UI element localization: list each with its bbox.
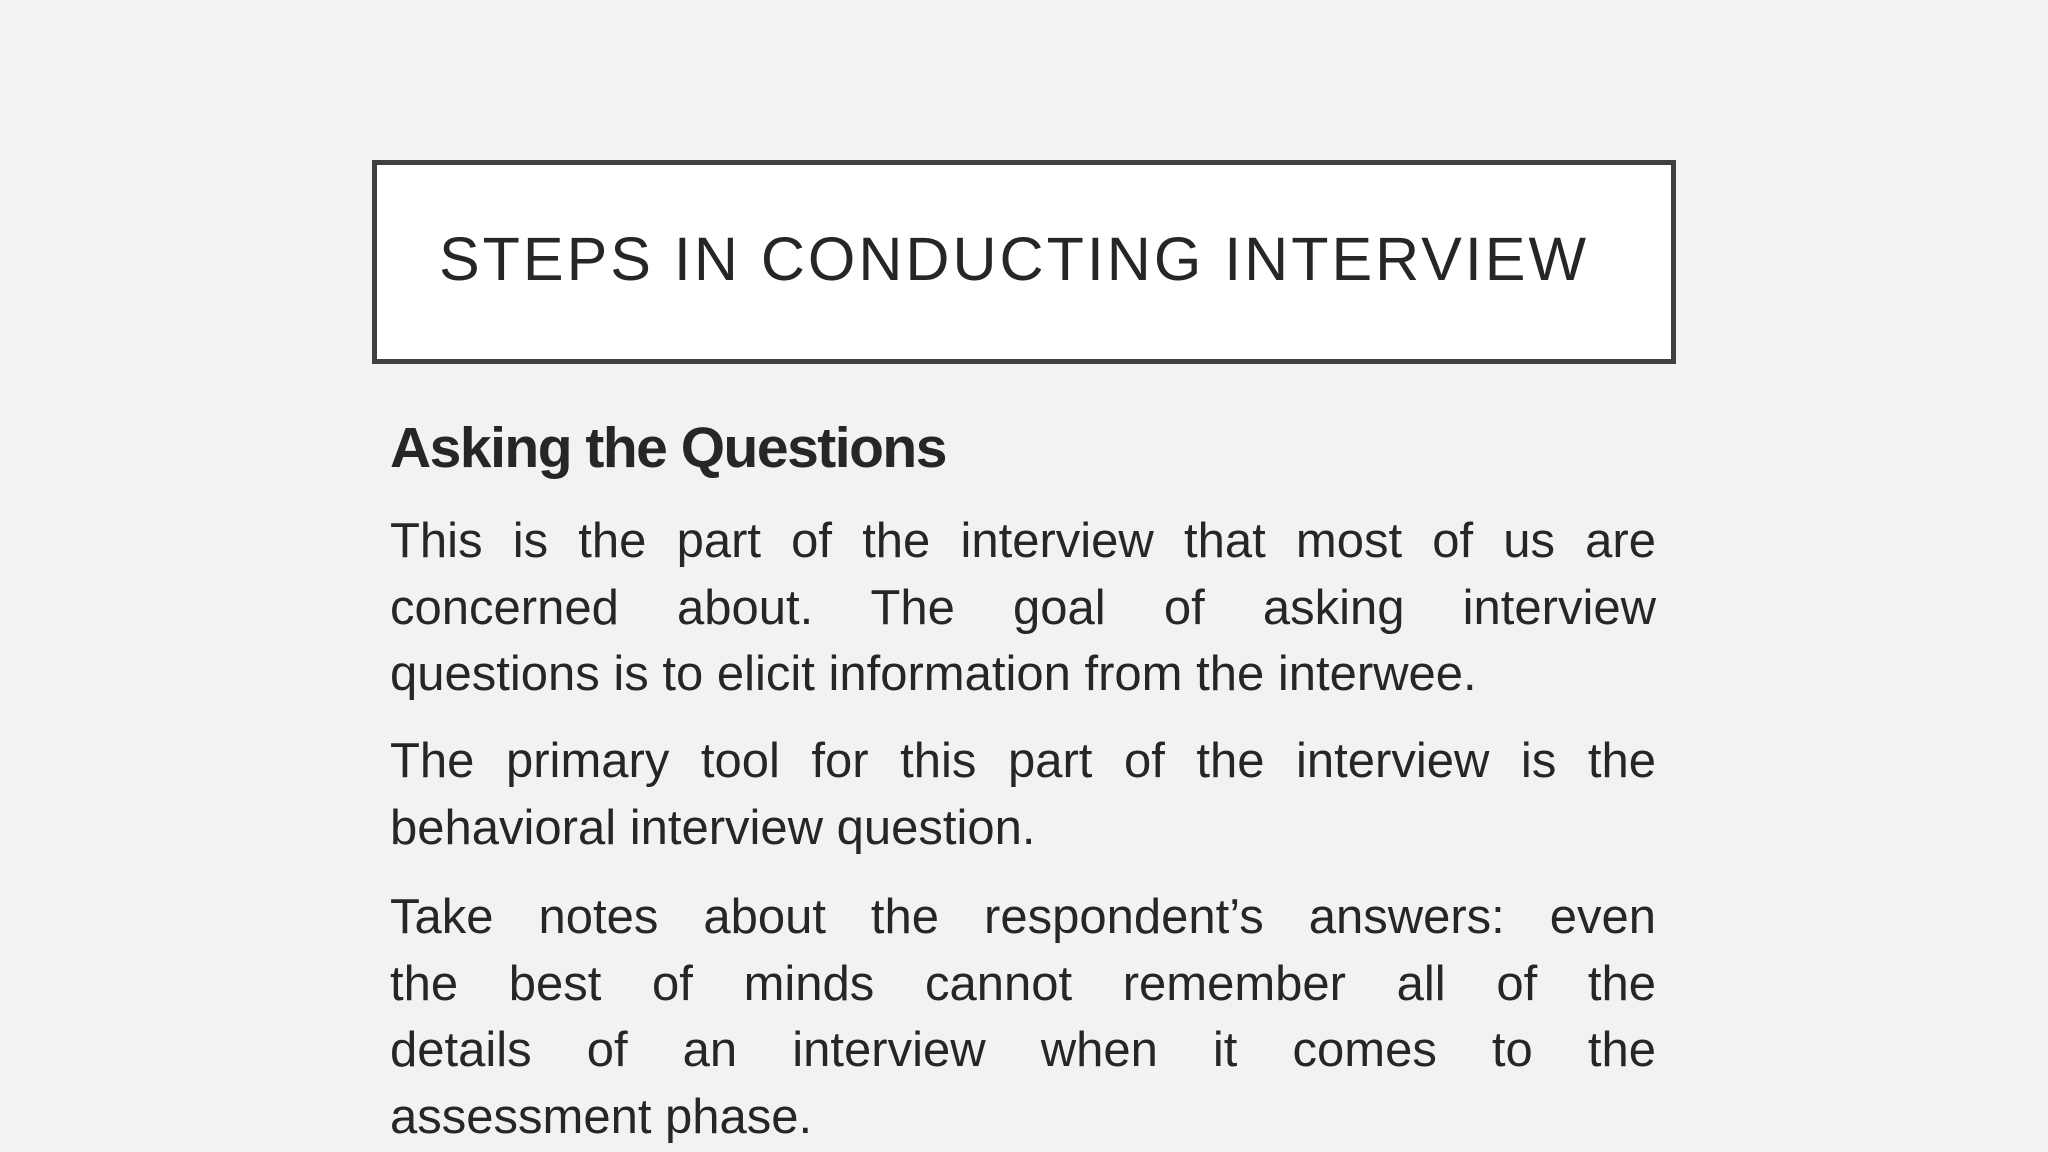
- text-line: assessment phase.: [390, 1089, 813, 1144]
- section-heading: Asking the Questions: [390, 416, 946, 480]
- title-box: [372, 160, 1676, 364]
- paragraph-2: [390, 728, 1656, 861]
- text-line: questions is to elicit information from the interwee.: [390, 647, 1477, 702]
- text-line: details of an interview when it comes to the: [390, 1023, 1656, 1078]
- text-line: This is the part of the interview that most of us are: [390, 514, 1656, 568]
- text-line: the best of minds cannot remember all of the: [390, 956, 1656, 1011]
- paragraph-1: [390, 508, 1656, 708]
- text-line: Take notes about the respondent’s answers: even: [390, 890, 1656, 944]
- text-line: concerned about. The goal of asking interview: [390, 580, 1656, 635]
- text-line: behavioral interview question.: [390, 800, 1036, 855]
- paragraph-3: [390, 884, 1656, 1150]
- text-line: The primary tool for this part of the interview is the: [390, 734, 1656, 788]
- slide-title: STEPS IN CONDUCTING INTERVIEW: [438, 225, 1590, 293]
